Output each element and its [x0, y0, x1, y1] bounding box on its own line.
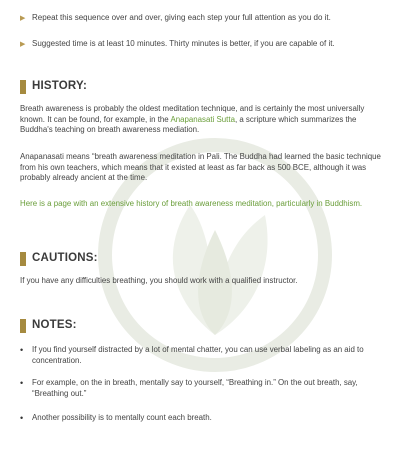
history-heading — [20, 80, 87, 94]
list-item-text: Another possibility is to mentally count each breath. — [32, 413, 212, 422]
notes-heading-text: NOTES: — [32, 319, 77, 332]
bullet-dot-icon: • — [20, 345, 24, 355]
anapanasati-sutta-link[interactable]: Anapanasati Sutta — [170, 114, 235, 124]
history-paragraph-2: Anapanasati means “breath awareness meditation in Pali. The Buddha had learned the basic technique from his own teachers, which means that it existed at least as far back as 500 BCE, although it was probably already ancient at the time. — [20, 152, 381, 183]
cautions-heading-text: CAUTIONS: — [32, 252, 98, 265]
list-item-text: For example, on the in breath, mentally say to yourself, “Breathing in.” On the out breath, say, “Breathing out.” — [32, 378, 358, 398]
list-item-text: Suggested time is at least 10 minutes. Thirty minutes is better, if you are capable of it. — [32, 39, 335, 48]
heading-accent-bar — [20, 80, 26, 94]
history-para1-text-a: Breath awareness is probably the oldest meditation technique, and is certainly the most universally known. It can be found, for example, in the — [20, 104, 365, 124]
heading-accent-bar — [20, 319, 26, 333]
triangle-right-icon: ▶ — [20, 41, 26, 48]
history-paragraph-1 — [20, 104, 382, 136]
list-item — [20, 413, 380, 424]
cautions-heading — [20, 252, 98, 266]
notes-heading — [20, 319, 77, 333]
history-heading-text: HISTORY: — [32, 80, 88, 93]
list-item — [20, 13, 380, 24]
cautions-text: If you have any difficulties breathing, you should work with a qualified instructor. — [20, 276, 298, 285]
list-item — [20, 345, 380, 366]
bullet-dot-icon: • — [20, 413, 24, 423]
list-item — [20, 39, 380, 50]
list-item-text: Repeat this sequence over and over, giving each step your full attention as you do it. — [32, 13, 331, 22]
list-item — [20, 378, 380, 399]
triangle-right-icon: ▶ — [20, 15, 26, 22]
history-extended-link[interactable]: Here is a page with an extensive history of breath awareness meditation, particularly in Buddhism. — [20, 199, 363, 208]
heading-accent-bar — [20, 252, 26, 266]
history-para1-text-b: , a scripture which summarizes the Buddha's teaching on breath awareness mediation. — [20, 114, 357, 135]
list-item-text: If you find yourself distracted by a lot of mental chatter, you can use verbal labeling as an aid to concentration. — [32, 345, 364, 365]
bullet-dot-icon: • — [20, 378, 24, 388]
